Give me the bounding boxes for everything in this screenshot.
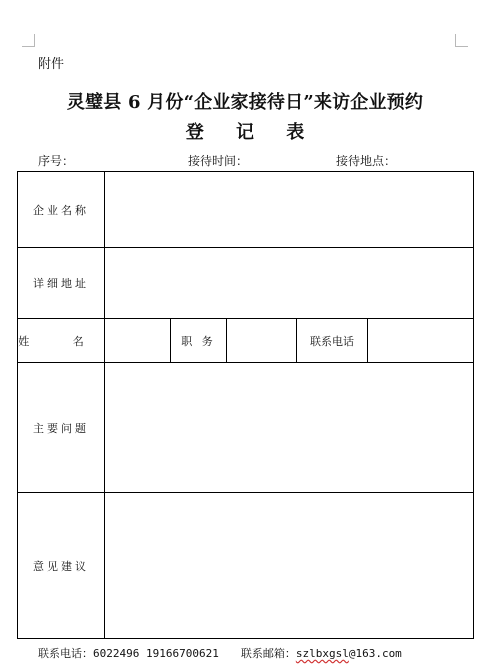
- page-corner-mark-left: [22, 34, 35, 47]
- footer-email-label: 联系邮箱：: [240, 647, 296, 660]
- table-row: [18, 319, 474, 363]
- address-field[interactable]: [105, 248, 474, 319]
- main-issues-field[interactable]: [105, 363, 474, 493]
- position-label: 职 务: [171, 319, 227, 363]
- table-row: [18, 172, 474, 248]
- address-label: 详细地址: [18, 248, 105, 319]
- footer-email: [296, 647, 402, 660]
- contact-phone-label: 联系电话: [297, 319, 368, 363]
- reception-time-label: 接待时间：: [188, 154, 249, 168]
- footer-phone-label: 联系电话：: [38, 647, 93, 660]
- table-row: [18, 363, 474, 493]
- document-subtitle: [0, 118, 490, 144]
- contact-footer: [38, 645, 402, 661]
- position-field[interactable]: [227, 319, 297, 363]
- main-issues-label: 主要问题: [18, 363, 105, 493]
- name-label: 姓 名: [18, 319, 105, 363]
- document-title: 灵璧县 6 月份“企业家接待日”来访企业预约: [66, 92, 424, 113]
- attachment-label: 附件: [38, 57, 65, 72]
- registration-form-table: [17, 171, 474, 639]
- contact-phone-field[interactable]: [368, 319, 474, 363]
- reception-place-label: 接待地点：: [336, 154, 397, 168]
- sequence-label: 序号：: [38, 154, 75, 168]
- company-name-label: 企业名称: [18, 172, 105, 248]
- footer-email-user: szlbxgsl: [295, 647, 349, 660]
- subtitle-char-2: 记: [236, 122, 254, 143]
- table-row: [18, 493, 474, 639]
- company-name-field[interactable]: [105, 172, 474, 248]
- page-corner-mark-right: [455, 34, 468, 47]
- footer-email-domain: @163.com: [348, 647, 402, 660]
- footer-phone-values: 6022496 19166700621: [93, 647, 219, 660]
- subtitle-char-1: 登: [185, 122, 204, 143]
- name-field[interactable]: [105, 319, 171, 363]
- table-row: [18, 248, 474, 319]
- suggestions-field[interactable]: [105, 493, 474, 639]
- subtitle-char-3: 表: [286, 122, 305, 143]
- suggestions-label: 意见建议: [18, 493, 105, 639]
